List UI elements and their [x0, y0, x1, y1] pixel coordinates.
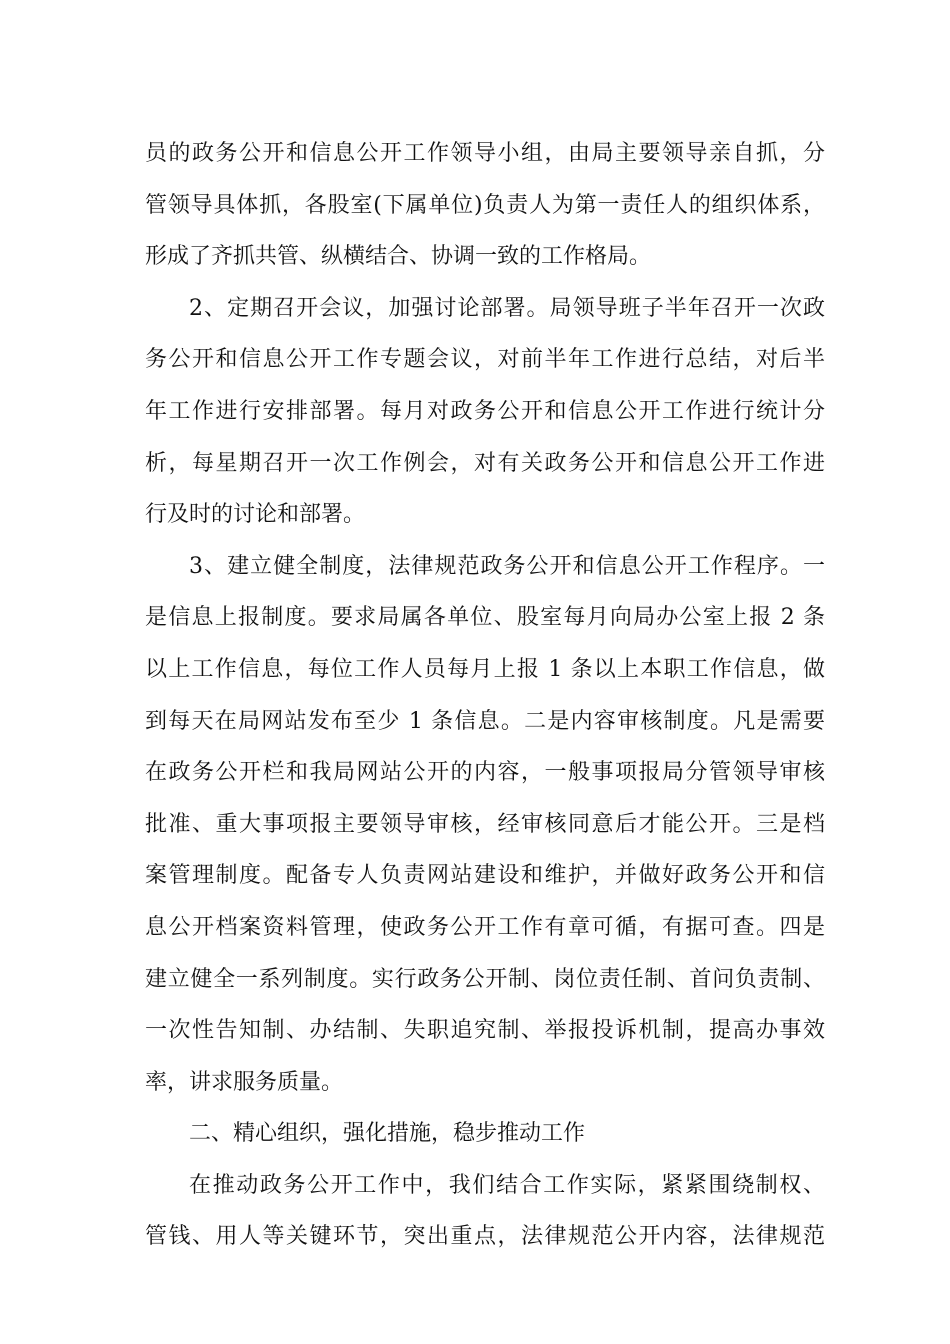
text-line: 一次性告知制、办结制、失职追究制、举报投诉机制，提高办事效: [145, 1018, 825, 1044]
text-line: 析，每星期召开一次工作例会，对有关政务公开和信息公开工作进: [145, 450, 825, 476]
section-heading: 二、精心组织，强化措施，稳步推动工作: [189, 1121, 586, 1147]
text-line: 员的政务公开和信息公开工作领导小组，由局主要领导亲自抓，分: [145, 141, 825, 166]
paragraph-start-line: 3、建立健全制度，法律规范政务公开和信息公开工作程序。一: [189, 553, 825, 579]
text-line: 到每天在局网站发布至少 1 条信息。二是内容审核制度。凡是需要: [145, 708, 825, 734]
text-line: 是信息上报制度。要求局属各单位、股室每月向局办公室上报 2 条: [145, 605, 825, 631]
text-line: 批准、重大事项报主要领导审核，经审核同意后才能公开。三是档: [145, 811, 825, 837]
document-body: [145, 128, 825, 1263]
text-line: 务公开和信息公开工作专题会议，对前半年工作进行总结，对后半: [145, 347, 825, 373]
text-line: 年工作进行安排部署。每月对政务公开和信息公开工作进行统计分: [145, 398, 825, 424]
text-line: 在政务公开栏和我局网站公开的内容，一般事项报局分管领导审核: [145, 760, 825, 786]
paragraph-start-line: 在推动政务公开工作中，我们结合工作实际，紧紧围绕制权、: [189, 1172, 825, 1198]
text-line: 行及时的讨论和部署。: [145, 502, 366, 528]
text-line: 形成了齐抓共管、纵横结合、协调一致的工作格局。: [145, 244, 652, 270]
text-line: 建立健全一系列制度。实行政务公开制、岗位责任制、首问负责制、: [145, 966, 825, 992]
text-line: 息公开档案资料管理，使政务公开工作有章可循，有据可查。四是: [145, 914, 825, 940]
paragraph-start-line: 2、定期召开会议，加强讨论部署。局领导班子半年召开一次政: [189, 295, 825, 321]
text-line: 管钱、用人等关键环节，突出重点，法律规范公开内容，法律规范: [145, 1224, 825, 1250]
text-line: 管领导具体抓，各股室(下属单位)负责人为第一责任人的组织体系，: [145, 192, 825, 218]
text-line: 案管理制度。配备专人负责网站建设和维护，并做好政务公开和信: [145, 863, 825, 889]
text-line: 以上工作信息，每位工作人员每月上报 1 条以上本职工作信息，做: [145, 656, 825, 682]
text-line: 率，讲求服务质量。: [145, 1069, 344, 1095]
